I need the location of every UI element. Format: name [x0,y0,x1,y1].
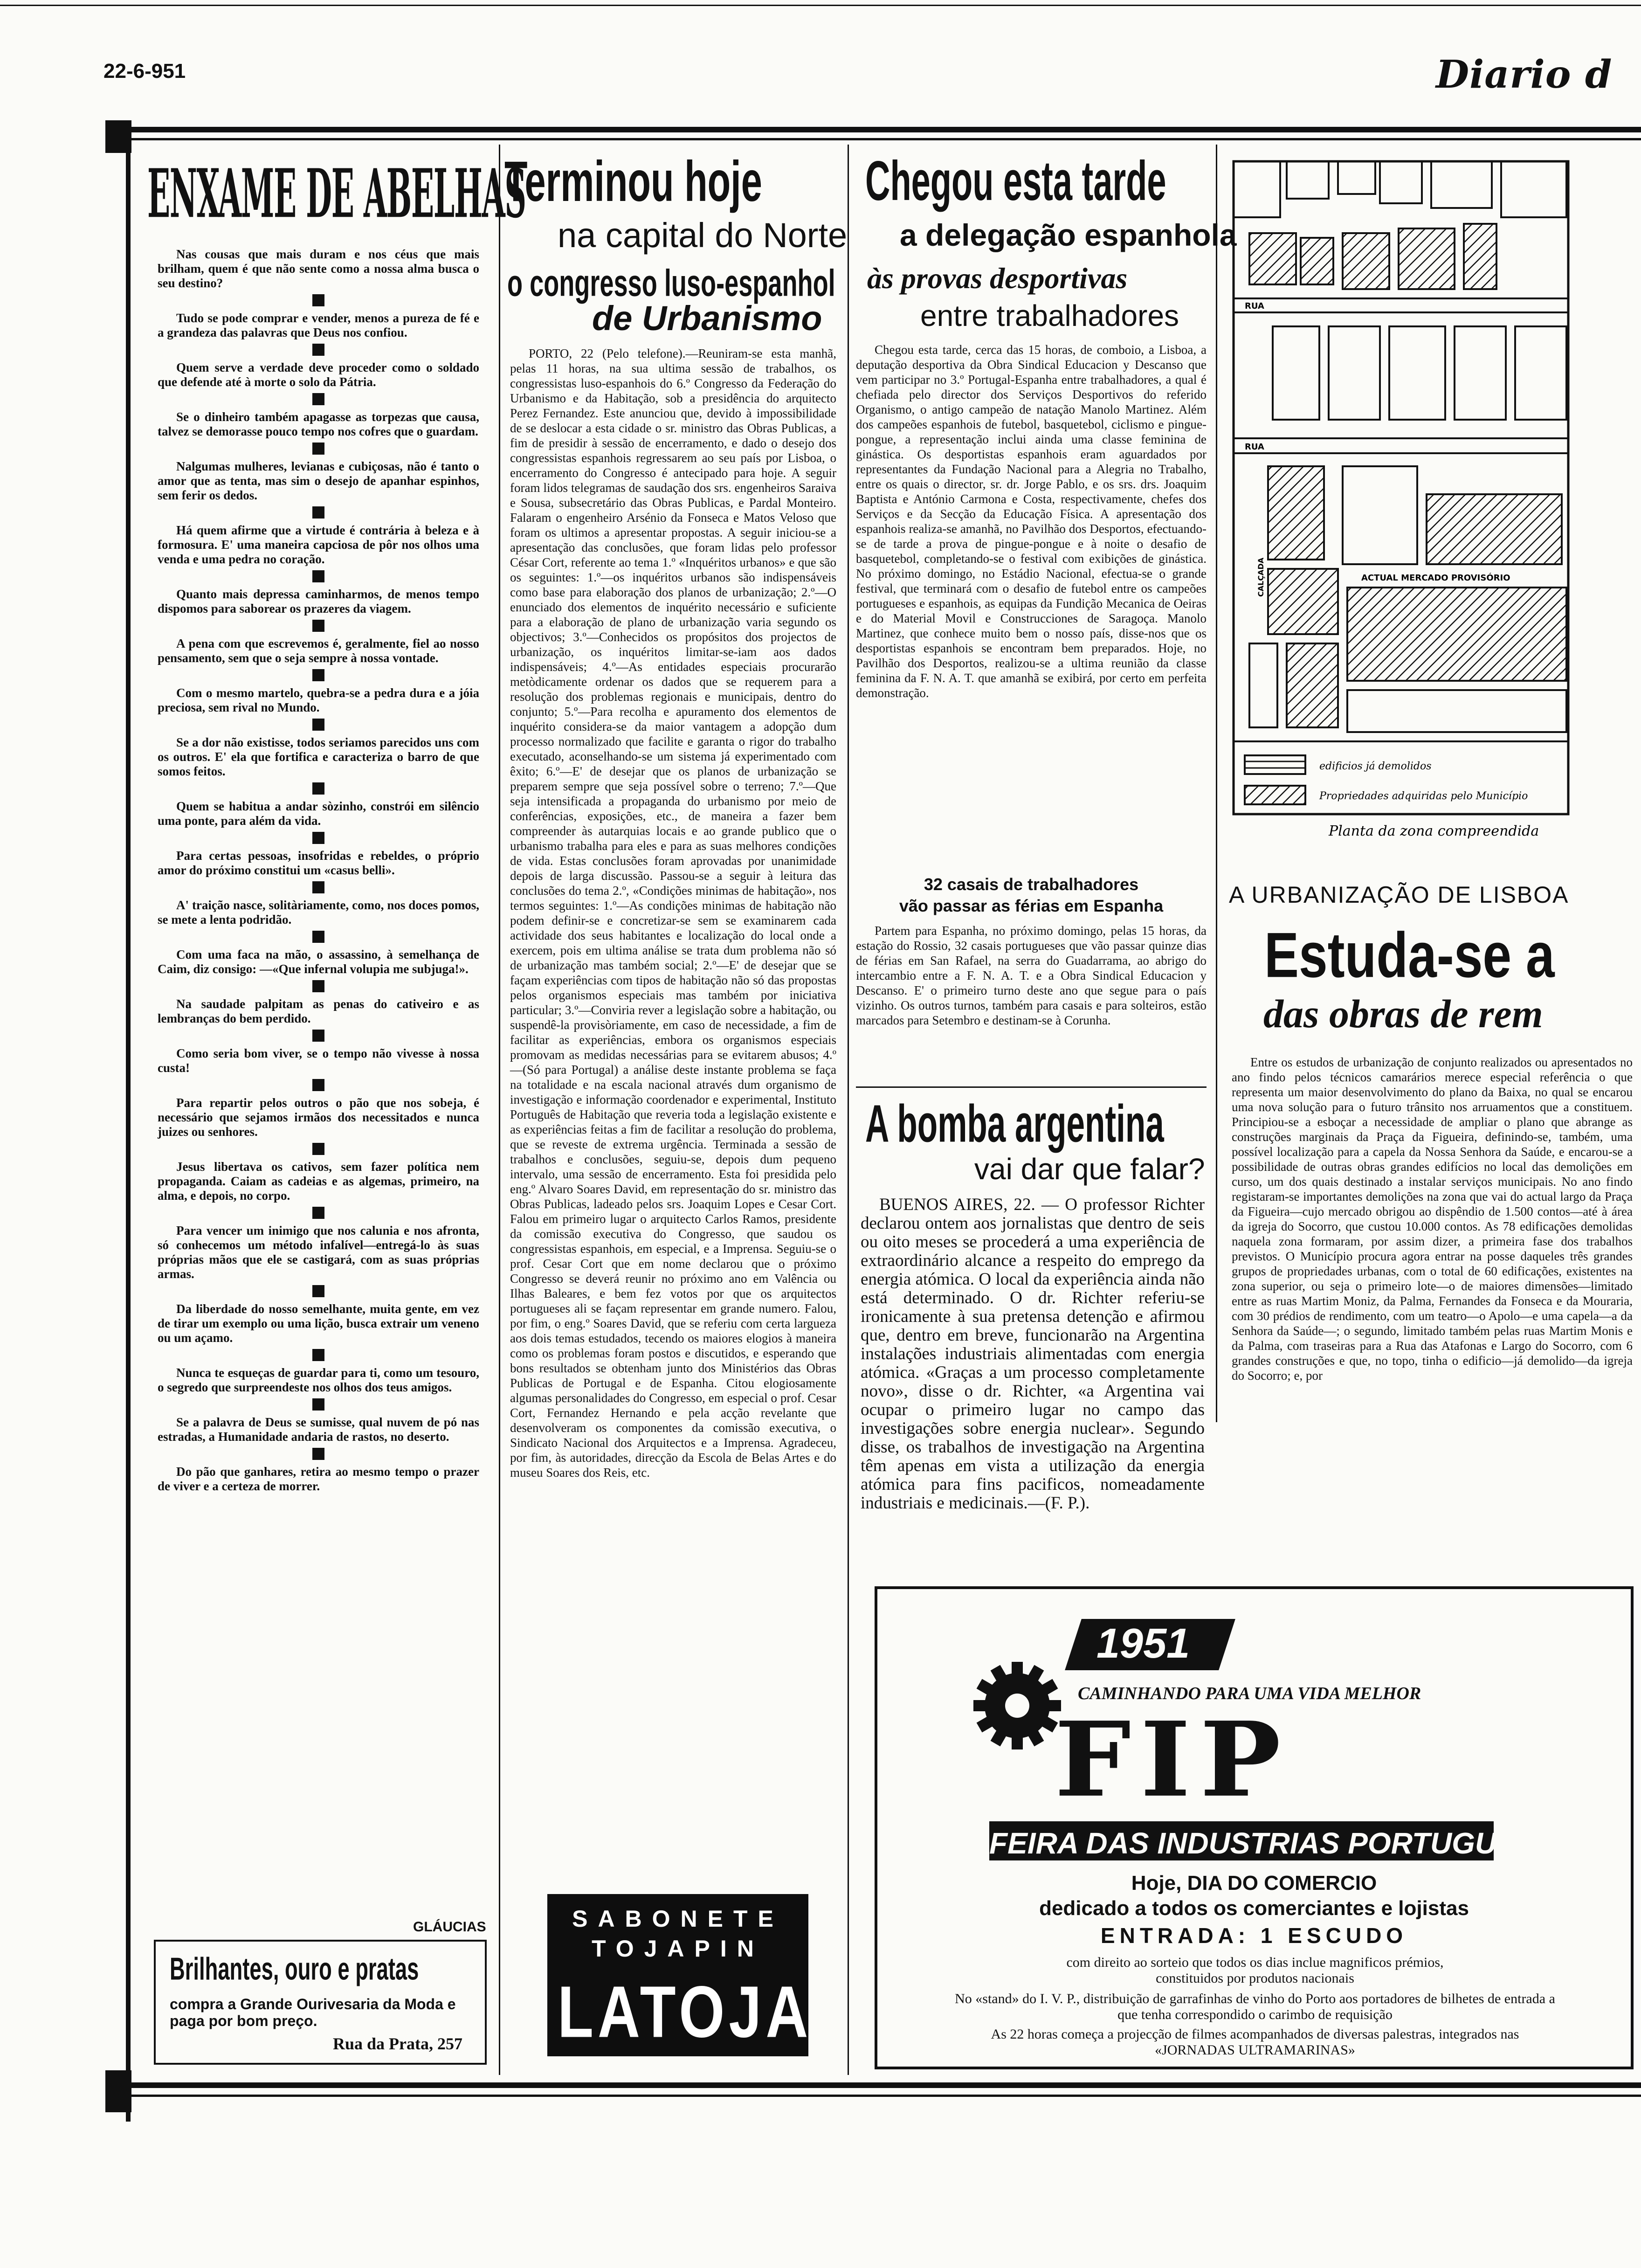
map-figure [1231,159,1571,858]
header-rule-thin [131,138,1641,140]
col1-title [147,154,526,233]
maxim-item: Do pão que ganhares, retira ao mesmo tempo o prazer de viver e a certeza de morrer. [158,1465,479,1493]
col3-headline-4: entre trabalhadores [920,299,1179,332]
separator-square [312,344,324,356]
fip-year-text: 1951 [1096,1620,1190,1667]
col2-dateline: PORTO, 22 (Pelo telefone).— [529,346,698,360]
map-legend-swatch-2 [1245,786,1305,804]
separator-square [312,393,324,405]
col2-ad-brand-text: LATOJA [558,1971,813,2053]
map-market-label: ACTUAL MERCADO PROVISÓRIO [1361,573,1510,583]
maxim-item: Nalgumas mulheres, levianas e cubiçosas, não é tanto o amor que as tenta, mas sim o desejo de apanhar espinhos, sem ferir os dedos. [158,459,479,502]
gear-icon [971,1659,1064,1752]
maxim-item: A' traição nasce, solitàriamente, como, nos doces pomos, se mete a lenta podridão. [158,898,479,927]
map-legend-swatch-1 [1245,755,1305,774]
separator-square [312,1143,324,1155]
fip-logo [1055,1699,1381,1820]
separator-square [312,506,324,519]
maxim-item: Da liberdade do nosso semelhante, muita gente, em vez de tirar um exemplo ou uma lição, busca extrair um veneno ou um açamo. [158,1302,479,1345]
col1-title-text: ENXAME DE ABELHAS [147,154,526,233]
bottom-marker-block [105,2070,131,2112]
map-legend-label-1: edificios já demolidos [1319,761,1432,772]
header-rule-thick [131,127,1641,132]
col3-sub-body: Partem para Espanha, no próximo domingo, pelas 15 horas, da estação do Rossio, 32 casais portugueses que vão passar quinze dias de férias em San Rafael, na serra do Guadarrama, ao abrigo do intercambio entre a F. N. A. T. e a Obra Sindical Educacion y Descanso. E' o primeiro turno deste ano que segue para o país vizinho. Os outros turnos, também para casais e para solteiros, estão marcados para Setembro e destinam-se à Corunha. [856,924,1207,1027]
top-rule [0,5,1641,6]
maxim-item: A pena com que escrevemos é, geralmente, fiel ao nosso pensamento, sem que o seja sempre à nossa vontade. [158,636,479,665]
fip-ad-box [875,1586,1634,2069]
column-rule-1 [499,145,500,2075]
maxim-item: Quem serve a verdade deve proceder como o soldado que defende até à morte o solo da Pátria. [158,360,479,389]
separator-square [312,832,324,844]
col2-headline-4: de Urbanismo [592,299,822,338]
col2-article [510,346,836,1480]
maxim-item: Com o mesmo martelo, quebra-se a pedra dura e a jóia preciosa, sem rival no Mundo. [158,686,479,714]
col1-ad-title-text: Brilhantes, ouro e pratas [170,1951,419,1987]
col2-body: Reuniram-se esta manhã, pelas 11 horas, na sua ultima sessão de trabalhos, os congressistas luso-espanhois do 6.º Congresso da Federação do Urbanismo e da Habitação, sob a presidência do arquitecto Perez Fernandez. Este anunciou que, devido à impossibilidade de se deslocar a esta cidade o sr. ministro das Obras Publicas, a fim de presidir à sessão de encerramento, e dado o desejo dos congressistas espanhois regressarem ao seu país por Lisboa, o encerramento do Congresso é antecipado para hoje. A seguir foram lidos telegramas de saudação dos srs. engenheiros Saraiva e Sousa, subsecretário das Obras Publicas, e Pardal Monteiro. Falaram o engenheiro Arsénio da Fonseca e Matos Veloso que foram os ultimos a apresentar propostas. A seguir iniciou-se a apresentação das conclusões, que foram lidas pelo professor César Cort, referente ao tema 1.º «Inquéritos urbanos» e que são os seguintes: 1.º—os inquéritos urbanos são indispensáveis como base para elaboração dos planos de urbanização; 2.º—O enunciado dos elementos de inquérito necessário e suficiente para a elaboração de plano de urbanização varia segundo os objectivos; 3.º—Conhecidos os propósitos dos projectos de urbanização, os inquéritos limitar-se-iam aos dados indispensáveis; 4.º—As entidades especiais procurarão metòdicamente ordenar os dados que se requerem para a resolução dos problemas regionais e municipais, dentro do conjunto; 5.º—Para recolha e apuramento dos elementos de inquérito considera-se da maior vantagem a adopção dum processo normalizado que facilite e garanta o rigor do trabalho executado, aconselhando-se um sistema já experimentado com êxito; 6.º—E' de desejar que os planos de urbanização se preparem sempre que seja possível sobre o terreno; 7.º—Que seja intensificada a propaganda do urbanismo por meio de conferências, exposições, etc., de maneira a fazer bem compreender às autarquias locais e ao grande publico que o urbanismo trabalha para eles e para as suas melhores condições de vida. Estas conclusões foram aprovadas por unanimidade depois de larga discussão. Passou-se a seguir à leitura das conclusões do tema 2.º, «Condições minimas de habitação», nos termos seguintes: 1.º—As condições minimas de habitação não podem definir-se e concretizar-se sem se examinarem cada actividade dos seus habitantes e localização do local onde a exercem, pois em ultima análise se trata dum problema não só de urbanização mas também social; 2.º—E' de desejar que se façam experiências com tipos de habitação não só das propostas pelos organismos especiais mas também por iniciativa particular; 3.º—Conviria rever a legislação sobre a habitação, ou suspendê-la provisòriamente, em caso de necessidade, a fim de facilitar as experiências, embora os organismos especiais promovam as medidas necessárias para se evitarem abusos; 4.º—(Só para Portugal) a análise deste instante problema se faça na totalidade e na escala nacional através dum organismo de investigação e informação coordenador e experimental, Instituto Português de Habitação que reveria toda a legislação existente e as experiências feitas a fim de facilitar a resolução do problema, que se reveste de extrema urgência. Terminada a sessão de trabalhos e conclusões, seguiu-se, depois dum pequeno intervalo, uma sessão de encerramento. Esta foi presidida pelo eng.º Alvaro Soares David, em representação do sr. ministro das Obras Publicas, ladeado pelos srs. Joaquim Lopes e Cesar Cort. Falou em primeiro lugar o arquitecto Carlos Ramos, presidente da comissão executiva do Congresso, que saudou os congressistas espanhois, em especial, e a Imprensa. Seguiu-se o prof. Cesar Cort que em nome declarou que o próximo Congresso se deverá reunir no próximo ano em Valência ou Ilhas Baleares, e bem fez votos por que os arquitectos portugueses ali se façam representar em grande numero. Falou, por fim, o eng.º Soares David, que se referiu com certa largueza aos dois temas estudados, tecendo os maiores elogios à maneira como os problemas foram postos e discutidos, e esperando que bons resultados se obtenham junto dos Ministérios das Obras Publicas de Portugal e de Espanha. Citou elogiosamente algumas personalidades do Congresso, em especial o prof. Cesar Cort, Fernandez Hernando e pela acção revelante que desenvolveram os componentes da comissão executiva, o Sindicato Nacional dos Arquitectos e a Imprensa. Agradeceu, por fim, às autoridades, direcção da Escola de Belas Artes e do museu Soares dos Reis, etc. [510,346,836,1480]
maxim-item: Com uma faca na mão, o assassino, à semelhança de Caim, diz consigo: —«Que infernal volupia me subjuga!». [158,947,479,976]
col3-body: Chegou esta tarde, cerca das 15 horas, de comboio, a Lisboa, a deputação desportiva da Obra Sindical Educacion y Descanso que vem participar no 3.º Portugal-Espanha entre trabalhadores, a qual é chefiada pelo director dos Serviços Desportivos do referido Organismo, o antigo campeão de natação Manolo Martinez. Além dos campeões espanhois de futebol, basquetebol, ciclismo e pingue-pongue, a representação inclui ainda uma classe feminina de ginástica. Os desportistas espanhois eram aguardados por representantes da Fundação Nacional para a Alegria no Trabalho, entre os quais o director, sr. dr. Jorge Pablo, e os srs. drs. Joaquim Baptista e António Carmona e Costa, respectivamente, chefes dos Serviços e da Secção da Educação Física. A apresentação dos espanhois realiza-se amanhã, no Pavilhão dos Desportos, efectuando-se de tarde a prova de pingue-pongue e à noite o desafio de basquetebol, completando-se o festival com exibições de ginástica. No próximo domingo, no Estádio Nacional, efectua-se o grande festival, que terminará com o desafio de futebol entre os campeões portugueses e espanhois, as equipas da Fundição Mecanica de Oeiras e do Material Movil e Construcciones de Saragoça. Manolo Martinez, que conhece muito bem o nosso país, disse-nos que os desportistas espanhois se encontram bem preparados. Hoje, no Pavilhão dos Desportos, realizou-se a ultima reunião da classe feminina da F. N. A. T. que amanhã se exibirá, por certo em perfeita demonstração. [856,343,1207,700]
separator-square [312,669,324,681]
col3-headline-1 [865,149,1210,213]
left-border [126,140,131,2122]
separator-square [312,1448,324,1460]
separator-square [312,931,324,943]
map-blocks-middle [1273,326,1566,420]
col3-bomb-headline-1-text: A bomba argentina [865,1094,1164,1154]
col2-article-text [510,346,836,1480]
fip-logo-text: FIP [1055,1699,1290,1820]
column-rule-2 [848,145,849,2075]
maxim-item: Na saudade palpitam as penas do cativeiro e as lembranças do bem perdido. [158,997,479,1025]
fip-line5: No «stand» do I. V. P., distribuição de garrafinhas de vinho do Porto aos portadores de bilhetes de entrada a que tenha correspondido o carimbo de requisição [955,1991,1555,2022]
maxim-item: Se a palavra de Deus se sumisse, qual nuvem de pó nas estradas, a Humanidade andaria de rastos, no deserto. [158,1415,479,1444]
col1-ad-body: compra a Grande Ourivesaria da Moda e paga por bom preço. [170,1996,456,2029]
map-street-label-2: RUA [1245,442,1264,452]
separator-square [312,1349,324,1361]
col2-headline-1 [504,149,831,214]
col1-signature: GLÁUCIAS [413,1919,486,1935]
separator-square [312,620,324,632]
col2-ad-line2: TOJAPIN [592,1936,764,1962]
column-rule-3 [1216,145,1217,1422]
separator-square [312,1207,324,1219]
col2-ad-line1: SABONETE [572,1906,784,1932]
maxim-list [158,247,479,1494]
separator-square [312,570,324,582]
col3-subhead-1: 32 casais de trabalhadores [924,875,1139,894]
col3-bomb-headline-2: vai dar que falar? [974,1152,1205,1186]
fip-line4: com direito ao sorteio que todos os dias inclue magnificos prémios, constituidos por produtos nacionais [1066,1955,1444,1986]
col1-ad-title [170,1951,477,1988]
separator-square [312,294,324,306]
col3-bomb-dateline: BUENOS AIRES, 22. — [879,1195,1059,1214]
maxim-item: Se o dinheiro também apagasse as torpezas que causa, talvez se demorasse pouco tempo nos cofres que o guardam. [158,410,479,438]
maxim-item: Há quem afirme que a virtude é contrária à beleza e à formosura. E' uma maneira capciosa de pôr nos olhos uma venda e uma pedra no coração. [158,523,479,566]
col4-headline-1-text: Estuda-se a [1264,920,1555,991]
separator-square [312,443,324,455]
col3-subhead-2: vão passar as férias em Espanha [899,896,1164,915]
col4-body: Entre os estudos de urbanização de conjunto realizados ou apresentados no ano findo pelos técnicos camarários merece especial referência o que representa um maior desenvolvimento do plano da Baixa, no qual se encarou uma nova solução para o futuro trânsito nos arruamentos que a constituem. Principiou-se a esboçar a necessidade de ampliar o plano que abrange as construções marginais da Praça da Figueira, definindo-se, também, uma possível localização para a capela da Nossa Senhora da Saúde, e encarou-se a possibilidade de outras obras grandes edifícios no local das demolições em curso, um dos quais destinado a instalar serviços municipais. No ano findo registaram-se importantes demolições na zona que vai do actual largo da Praça da Figueira—cujo mercado obrigou ao dispêndio de 1.500 contos—até à área da igreja do Socorro, que custou 10.000 contos. As 78 edificações demolidas naquela zona formaram, por assim dizer, a primeira fase dos trabalhos previstos. O Município procura agora entrar na posse daqueles três grandes grupos de propriedades urbanas, com o total de 60 edificações, existentes na zona superior, ou seja o primeiro lote—o de maiores dimensões—limitado entre as ruas Martim Moniz, da Palma, Fernandes da Fonseca e da Mouraria, com 30 prédios de rendimento, com um teatro—o Apolo—e uma capela—a da Senhora da Saúde—; o segundo, limitado também pelas ruas Martim Monis e da Palma, com traseiras para a Rua das Atafonas e Largo do Socorro, com 6 grandes construções e que, no topo, tinha o edificio—já demolido—da igreja do Socorro; e, por [1232,1055,1633,1383]
maxim-item: Quem se habitua a andar sòzinho, constrói em silêncio uma ponte, para além da vida. [158,799,479,828]
separator-square [312,719,324,731]
maxim-item: Se a dor não existisse, todos seriamos parecidos uns com os outros. E' ela que fortifica e caracteriza o barro de que somos feitos. [158,735,479,778]
col2-headline-1-text: Terminou hoje [504,150,762,214]
map-street-label-1: RUA [1245,301,1264,311]
col2-headline-3 [507,261,834,303]
fip-line3: ENTRADA: 1 ESCUDO [1100,1923,1408,1948]
map-hatched-top [1249,224,1496,289]
separator-square [312,881,324,893]
separator-square [312,1285,324,1297]
col4-headline-1 [1264,919,1641,989]
map-blocks-top [1234,161,1566,217]
fip-line6: As 22 horas começa a projecção de filmes acompanhados de diversas palestras, integrados nas «JORNADAS ULTRAMARINAS» [991,2026,1519,2058]
fip-line1: Hoje, DIA DO COMERCIO [1131,1872,1377,1895]
fip-slogan: CAMINHANDO PARA UMA VIDA MELHOR [1078,1684,1421,1703]
map-legend-label-2: Propriedades adquiridas pelo Município [1319,790,1528,802]
col1-ad-box [154,1940,487,2065]
col3-bomb-article [861,1196,1205,1513]
maxim-item: Tudo se pode comprar e vender, menos a pureza de fé e a grandeza das palavras que Deus nos confiou. [158,311,479,339]
footer-rule-thin [131,2095,1641,2097]
separator-square [312,782,324,795]
maxim-item: Para vencer um inimigo que nos calunia e nos afronta, só conhecemos um método infalível—entregá-lo às suas próprias mãos que ele se castigará, com as suas próprias armas. [158,1224,479,1281]
separator-square [312,980,324,992]
col4-headline-2: das obras de rem [1263,991,1543,1036]
col3-bomb-text [861,1196,1205,1513]
col3-bomb-headline-1 [865,1094,1210,1155]
col3-sub-article [856,923,1207,1028]
date: 22-6-951 [103,60,186,83]
map-caption: Planta da zona compreendida [1329,823,1539,839]
separator-square [312,1398,324,1411]
maxim-item: Para certas pessoas, insofridas e rebeldes, o próprio amor do próximo constitui um «casus belli». [158,849,479,877]
maxim-item: Nas cousas que mais duram e nos céus que mais brilham, quem é que não sente como a nossa alma busca o seu destino? [158,247,479,290]
map-drawing [1231,159,1571,858]
fip-banner-text: FEIRA DAS INDUSTRIAS PORTUGUESAS [989,1826,1578,1860]
maxim-item: Como seria bom viver, se o tempo não vivesse à nossa custa! [158,1046,479,1075]
col2-ad-box [547,1894,813,2056]
col4-kicker: A URBANIZAÇÃO DE LISBOA [1229,882,1569,908]
col3-headline-1-text: Chegou esta tarde [865,150,1166,213]
col2-ad-brand [558,1970,813,2053]
masthead: Diario d [1436,52,1613,97]
col3-bomb-body: O professor Richter declarou ontem aos jornalistas que dentro de seis ou oito meses se procederá a uma experiência de extraordinário alcance a respeito do emprego da energia atómica. O local da experiência ainda não está determinado. O dr. Richter referiu-se ironicamente à sua pretensa detenção e afirmou que, dentro em breve, funcionarão na Argentina instalações industriais alimentadas com energia atómica. «Graças a um processo completamente novo», disse o dr. Richter, «a Argentina vai ocupar o primeiro lugar no campo das investigações sobre energia nuclear». Segundo disse, os trabalhos de investigação na Argentina têm apenas em vista a utilização da energia atómica para fins pacificos, nomeadamente industriais e medicinais.—(F. P.). [861,1195,1205,1513]
separator-square [312,1079,324,1091]
col2-headline-2: na capital do Norte [558,216,848,255]
maxim-item: Para repartir pelos outros o pão que nos sobeja, é necessário que sejamos irmãos dos necessitados e nunca juizes ou senhores. [158,1096,479,1139]
footer-rule-thick [131,2082,1641,2088]
col2-headline-3-text: o congresso luso-espanhol [507,262,835,304]
col3-headline-2: a delegação espanhola [900,218,1237,252]
separator-square [312,1030,324,1042]
col3-divider [856,1086,1207,1088]
maxim-item: Jesus libertava os cativos, sem fazer política nem propaganda. Caiam as cadeias e as algemas, primeiro, na alma, e depois, no corpo. [158,1160,479,1203]
map-calcada-label: CALÇADA [1256,557,1265,597]
fip-line2: dedicado a todos os comerciantes e lojistas [1039,1897,1469,1920]
maxim-item: Quanto mais depressa caminharmos, de menos tempo dispomos para saborear os prazeres da viagem. [158,587,479,615]
col1-ad-address: Rua da Prata, 257 [333,2034,462,2053]
col3-article [856,342,1207,700]
maxim-item: Nunca te esqueças de guardar para ti, como um tesouro, o segredo que surpreendeste nos olhos dos teus amigos. [158,1366,479,1394]
col4-article [1232,1055,1633,1383]
col3-headline-3: às provas desportivas [867,262,1128,295]
